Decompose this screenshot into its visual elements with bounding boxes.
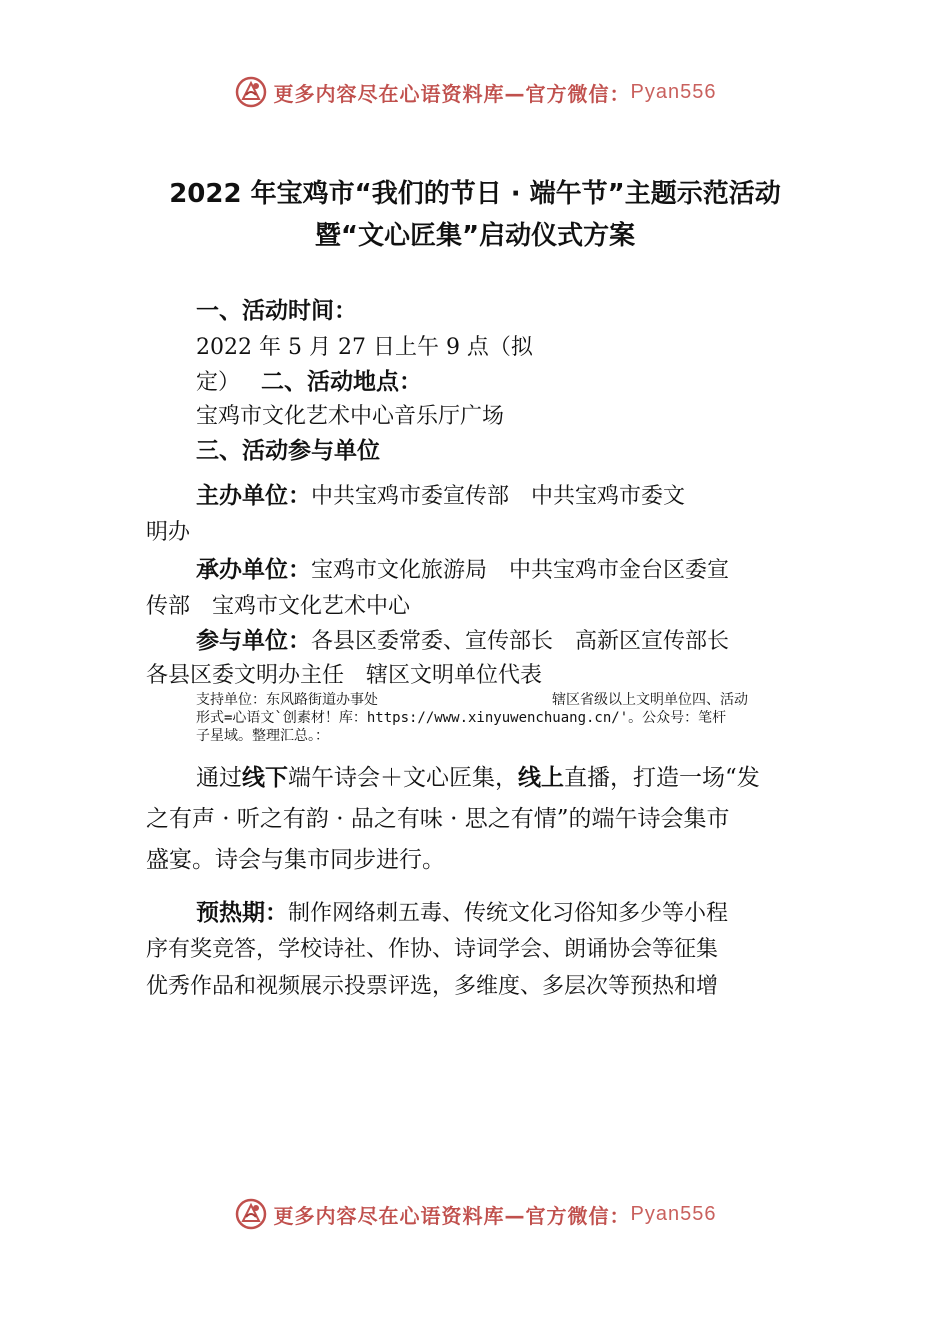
organizer-label: 承办单位： <box>196 557 311 583</box>
preheat-label: 预热期： <box>196 900 288 926</box>
p1-online: 线上 <box>518 765 564 791</box>
banner-wechat-id: Pyan556 <box>630 1202 717 1225</box>
brand-logo-icon <box>234 75 268 109</box>
organizer-units <box>196 555 729 586</box>
paragraph-1-line-3: 盛宴。诗会与集市同步进行。 <box>146 847 445 873</box>
time-heading: 一、活动时间： <box>196 298 357 324</box>
p1-text-c: 端午诗会＋文心匠集， <box>288 765 518 791</box>
paragraph-2-line-2: 序有奖竞答，学校诗社、作协、诗词学会、朗诵协会等征集 <box>146 937 719 962</box>
paragraph-2-line-3: 优秀作品和视频展示投票评选，多维度、多层次等预热和增 <box>146 974 719 999</box>
time-value-continued <box>196 367 422 398</box>
host-value: 中共宝鸡市委宣传部 中共宝鸡市委文 <box>311 484 686 509</box>
banner-text: 更多内容尽在心语资料库—官方微信： <box>273 81 631 106</box>
place-heading: 二、活动地点： <box>261 369 423 395</box>
host-label: 主办单位： <box>196 483 311 509</box>
banner-text: 更多内容尽在心语资料库—官方微信： <box>273 1203 631 1228</box>
page-title-line-1: 2022 年宝鸡市“我们的节日 · 端午节”主题示范活动 <box>169 179 781 209</box>
support-units-left: 支持单位：东风路街道办事处 <box>196 692 378 708</box>
host-units <box>196 481 685 512</box>
units-heading: 三、活动参与单位 <box>196 438 380 464</box>
participant-value: 各县区委常委、宣传部长 高新区宣传部长 <box>311 629 730 654</box>
support-units-line <box>196 692 748 709</box>
paragraph-1-line-2: 之有声 · 听之有韵 · 品之有味 · 思之有情”的端午诗会集市 <box>146 806 730 832</box>
notice-line-3: 子星域。整理汇总。： <box>196 728 329 744</box>
brand-logo-icon <box>234 1197 268 1231</box>
host-value-continued: 明办 <box>146 520 191 545</box>
organizer-value: 宝鸡市文化旅游局 中共宝鸡市金台区委宣 <box>311 558 730 583</box>
paragraph-1-line-1 <box>196 763 760 793</box>
p2-text-a: 制作网络刺五毒、传统文化习俗知多少等小程 <box>288 901 729 926</box>
participant-label: 参与单位： <box>196 628 311 654</box>
time-value-end: 定） <box>196 370 241 395</box>
header-banner <box>0 72 950 112</box>
p1-text-a: 通过 <box>196 765 242 791</box>
banner-wechat-id: Pyan556 <box>630 80 717 103</box>
support-units-right: 辖区省级以上文明单位四、活动 <box>552 692 748 708</box>
paragraph-2-line-1 <box>196 898 728 929</box>
notice-line-2: 形式=心语文`创素材！库：https://www.xinyuwenchuang.cn/'。公众号：笔杆 <box>196 710 727 726</box>
participant-value-continued: 各县区委文明办主任 辖区文明单位代表 <box>146 663 543 688</box>
place-value: 宝鸡市文化艺术中心音乐厅广场 <box>196 404 505 429</box>
p1-offline: 线下 <box>242 765 288 791</box>
time-value: 2022 年 5 月 27 日上午 9 点（拟 <box>196 335 533 360</box>
page-title-line-2: 暨“文心匠集”启动仪式方案 <box>314 221 636 251</box>
organizer-value-continued: 传部 宝鸡市文化艺术中心 <box>146 594 411 619</box>
p1-text-e: 直播，打造一场“发 <box>564 765 760 791</box>
footer-banner <box>0 1194 950 1234</box>
participant-units <box>196 626 729 657</box>
